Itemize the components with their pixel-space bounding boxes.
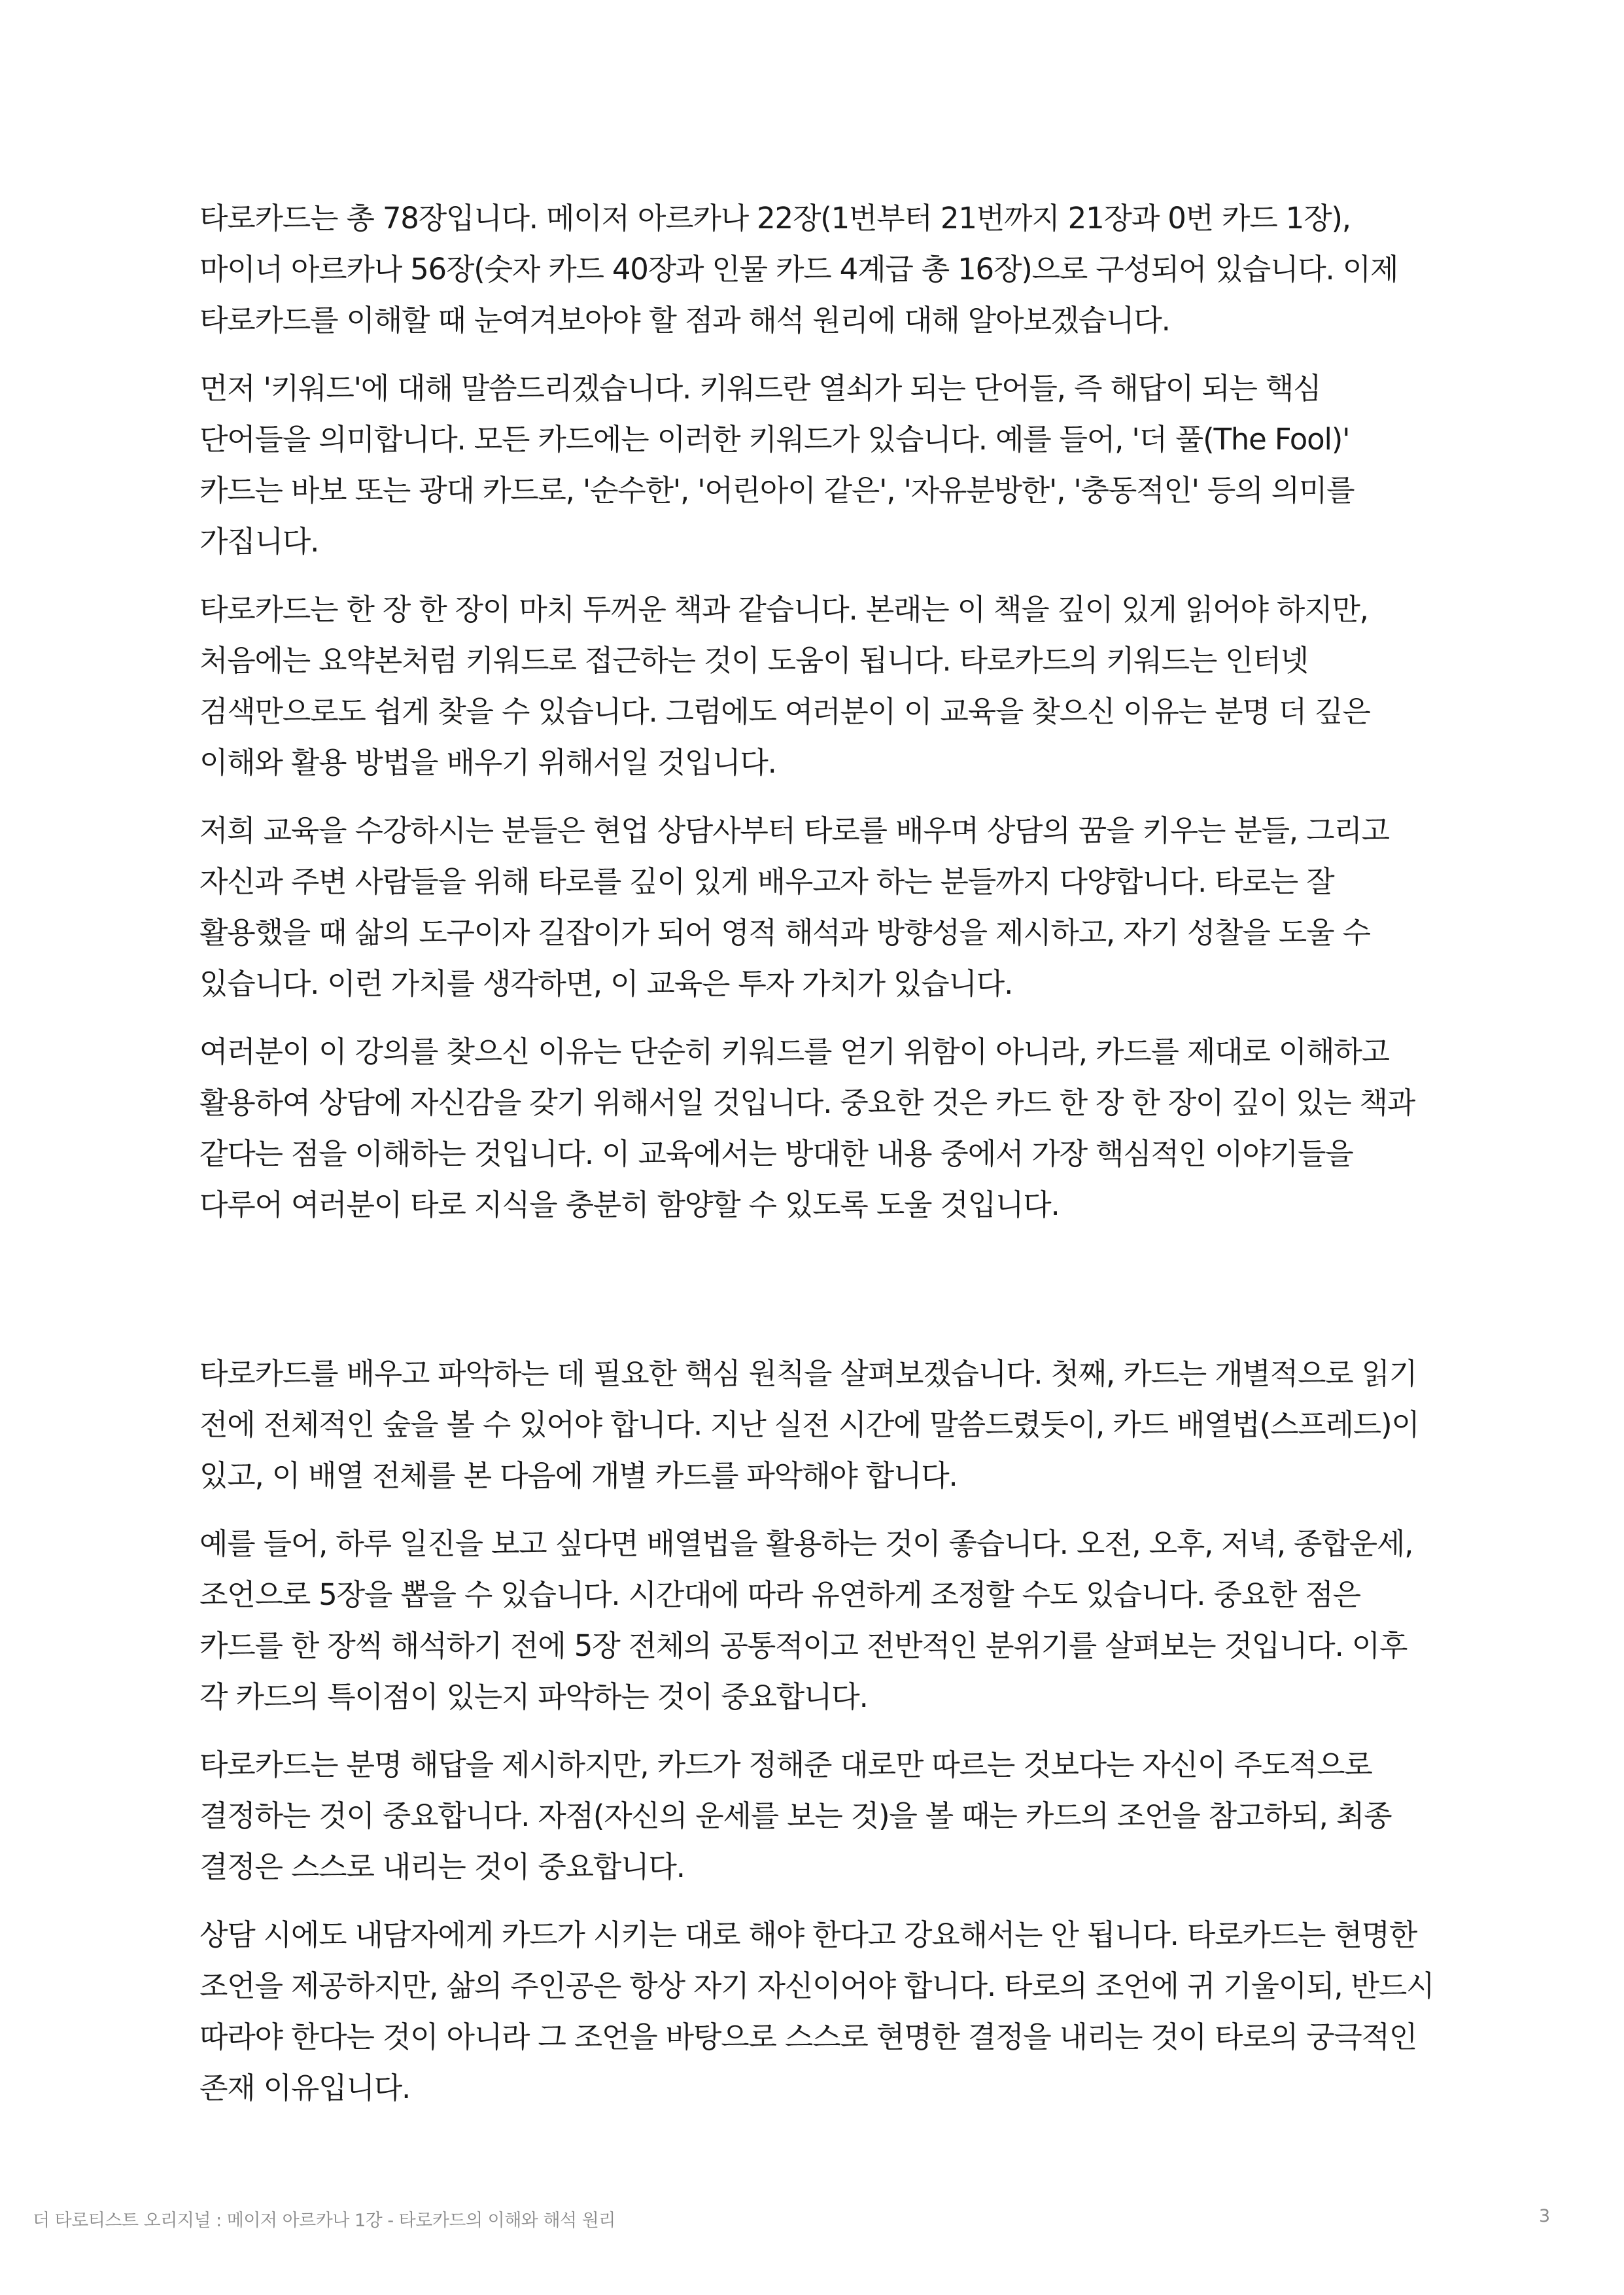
- paragraph: 저희 교육을 수강하시는 분들은 현업 상담사부터 타로를 배우며 상담의 꿈을 키우는 분들, 그리고 자신과 주변 사람들을 위해 타로를 깊이 있게 배우고자 하는 분들까지 다양합니다. 타로는 잘 활용했을 때 삶의 도구이자 길잡이가 되어 영적 해석과 방향성을 제시하고, 자기 성찰을 도울 수 있습니다. 이런 가치를 생각하면, 이 교육은 투자 가치가 있습니다.: [199, 813, 1389, 1001]
- paragraph: 타로카드는 총 78장입니다. 메이저 아르카나 22장(1번부터 21번까지 21장과 0번 카드 1장), 마이너 아르카나 56장(숫자 카드 40장과 인물 카드 4계급 총 16장)으로 구성되어 있습니다. 이제 타로카드를 이해할 때 눈여겨보아야 할 점과 해석 원리에 대해 알아보겠습니다.: [199, 201, 1398, 338]
- section-spacer: [199, 1231, 1439, 1348]
- section-core-principles: [199, 1348, 1439, 2114]
- document-body: [199, 193, 1439, 2114]
- paragraph: 예를 들어, 하루 일진을 보고 싶다면 배열법을 활용하는 것이 좋습니다. 오전, 오후, 저녁, 종합운세, 조언으로 5장을 뽑을 수 있습니다. 시간대에 따라 유연하게 조정할 수도 있습니다. 중요한 점은 카드를 한 장씩 해석하기 전에 5장 전체의 공통적이고 전반적인 분위기를 살펴보는 것입니다. 이후 각 카드의 특이점이 있는지 파악하는 것이 중요합니다.: [199, 1526, 1413, 1714]
- footer-page-number: 3: [1538, 2206, 1550, 2226]
- paragraph: 여러분이 이 강의를 찾으신 이유는 단순히 키워드를 얻기 위함이 아니라, 카드를 제대로 이해하고 활용하여 상담에 자신감을 갖기 위해서일 것입니다. 중요한 것은 카드 한 장 한 장이 깊이 있는 책과 같다는 점을 이해하는 것입니다. 이 교육에서는 방대한 내용 중에서 가장 핵심적인 이야기들을 다루어 여러분이 타로 지식을 충분히 함양할 수 있도록 도울 것입니다.: [199, 1034, 1415, 1222]
- paragraph: 타로카드는 분명 해답을 제시하지만, 카드가 정해준 대로만 따르는 것보다는 자신이 주도적으로 결정하는 것이 중요합니다. 자점(자신의 운세를 보는 것)을 볼 때는 카드의 조언을 참고하되, 최종 결정은 스스로 내리는 것이 중요합니다.: [199, 1747, 1392, 1884]
- paragraph: 먼저 '키워드'에 대해 말씀드리겠습니다. 키워드란 열쇠가 되는 단어들, 즉 해답이 되는 핵심 단어들을 의미합니다. 모든 카드에는 이러한 키워드가 있습니다. 예를 들어, '더 풀(The Fool)' 카드는 바보 또는 광대 카드로, '순수한', '어린아이 같은', '자유분방한', '충동적인' 등의 의미를 가집니다.: [199, 371, 1355, 559]
- section-card-overview: [199, 193, 1439, 1231]
- paragraph: 타로카드는 한 장 한 장이 마치 두꺼운 책과 같습니다. 본래는 이 책을 깊이 있게 읽어야 하지만, 처음에는 요약본처럼 키워드로 접근하는 것이 도움이 됩니다. 타로카드의 키워드는 인터넷 검색만으로도 쉽게 찾을 수 있습니다. 그럼에도 여러분이 이 교육을 찾으신 이유는 분명 더 깊은 이해와 활용 방법을 배우기 위해서일 것입니다.: [199, 592, 1370, 780]
- paragraph: 상담 시에도 내담자에게 카드가 시키는 대로 해야 한다고 강요해서는 안 됩니다. 타로카드는 현명한 조언을 제공하지만, 삶의 주인공은 항상 자기 자신이어야 합니다. 타로의 조언에 귀 기울이되, 반드시 따라야 한다는 것이 아니라 그 조언을 바탕으로 스스로 현명한 결정을 내리는 것이 타로의 궁극적인 존재 이유입니다.: [199, 1918, 1434, 2105]
- paragraph: 타로카드를 배우고 파악하는 데 필요한 핵심 원칙을 살펴보겠습니다. 첫째, 카드는 개별적으로 읽기 전에 전체적인 숲을 볼 수 있어야 합니다. 지난 실전 시간에 말씀드렸듯이, 카드 배열법(스프레드)이 있고, 이 배열 전체를 본 다음에 개별 카드를 파악해야 합니다.: [199, 1356, 1419, 1493]
- footer-document-title: 더 타로티스트 오리지널 : 메이저 아르카나 1강 - 타로카드의 이해와 해석 원리: [33, 2211, 615, 2231]
